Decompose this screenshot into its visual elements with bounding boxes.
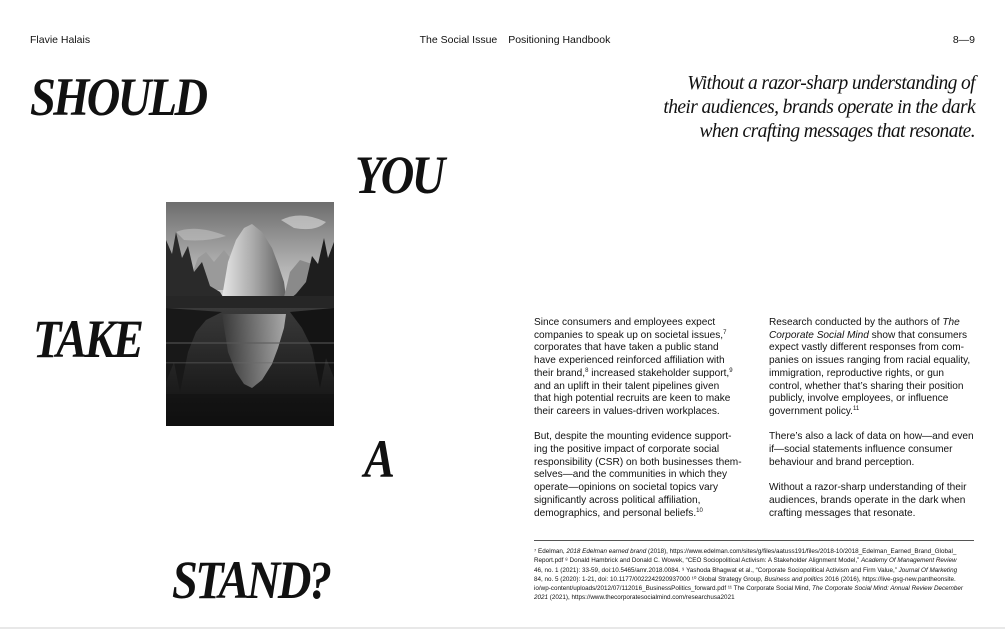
body-paragraph: There’s also a lack of data on how—and even if—social statements influence consumer behaviour and brand perception. (769, 431, 974, 468)
footnotes (534, 547, 979, 603)
pull-quote (635, 72, 975, 144)
body-paragraph: Since consumers and employees expect companies to speak up on societal issues,$^7$ corporates that have taken a public stand have experienced reinforced affiliation with their brand,$^8$ increased stakeholder support,$^9$ and an uplift in their talent pipelines given that high potential recruits are keen to make their careers in values-driven workplaces. (534, 317, 733, 417)
publication-name: The Social Issue (419, 34, 498, 46)
section-name: Positioning Handbook (508, 34, 611, 46)
author-name: Flavie Halais (30, 34, 91, 46)
pull-quote-line: their audiences, brands operate in the dark (663, 97, 975, 118)
body-column-2 (769, 317, 974, 533)
page-numbers: 8—9 (952, 34, 975, 46)
footnote-ref[interactable]: 11 (852, 405, 860, 412)
footnote-line: 46, no. 1 (2021): 33-59, doi:10.5465/amr.2018.0084. ⁹ Yashoda Bhagwat et al., “Corporate Sociopolitical Activism and Firm Value,” Journal Of Marketing (534, 566, 958, 574)
footnote-line: io/wp-content/uploads/2012/07/112016_BusinessPolitics_forward.pdf ¹¹ The Corporate Social Mind, The Corporate Social Mind: Annual Review December (534, 585, 964, 593)
pull-quote-line: when crafting messages that resonate. (699, 121, 975, 142)
footnote-line: Report.pdf ⁸ Donald Hambrick and Donald C. Wowek, “CEO Sociopolitical Activism: A Stakeholder Alignment Model,” Academy Of Management Review (534, 557, 957, 565)
footnote-ref[interactable]: 10 (696, 507, 703, 514)
body-column-1 (534, 317, 742, 533)
footnote-line: ⁷ Edelman, 2018 Edelman earned brand (2018), https://www.edelman.com/sites/g/files/aatuss191/files/2018-10/2018_Edelman_Earned_Brand_Global_ (534, 548, 957, 555)
footnote-divider (534, 540, 974, 541)
body-paragraph: Without a razor-sharp understanding of their audiences, brands operate in the dark when crafting messages that resonate. (769, 482, 967, 519)
headline-word-should: SHOULD (30, 67, 206, 127)
footnote-ref[interactable]: 7 (723, 329, 727, 336)
headline-word-you: YOU (355, 145, 443, 205)
headline-word-take: TAKE (33, 309, 142, 369)
headline-word-a: A (364, 429, 393, 489)
publication-title (0, 34, 1005, 46)
footnote-ref[interactable]: 8 (585, 367, 589, 374)
footnote-ref[interactable]: 9 (729, 367, 733, 374)
headline-word-stand: STAND? (172, 550, 330, 610)
body-paragraph: Research conducted by the authors of The Corporate Social Mind show that consumers expect vastly different responses from com- panies on issues ranging from racial equality, immigration, reproductive rights, or gun control, whether that’s sharing their position publicly, involve employees, or influence government policy.$^{11}$ (769, 317, 971, 417)
footnote-line: 2021 (2021), https://www.thecorporatesocialmind.com/researchusa2021 (534, 594, 735, 602)
pull-quote-line: Without a razor-sharp understanding of (687, 73, 975, 94)
mountain-lake-photo (166, 202, 334, 426)
footnote-line: 84, no. 5 (2020): 1-21, doi: 10.1177/0022242920937000 ¹⁰ Global Strategy Group, Business and politics 2016 (2016), https://live-gsg-new.pantheonsite. (534, 575, 956, 583)
body-paragraph: But, despite the mounting evidence support- ing the positive impact of corporate social responsibility (CSR) on both businesses them- selves—and the communities in which they operate—opinions on societal topics vary significantly across political affiliation, demographics, and personal beliefs.$^{10}$ (534, 431, 742, 519)
